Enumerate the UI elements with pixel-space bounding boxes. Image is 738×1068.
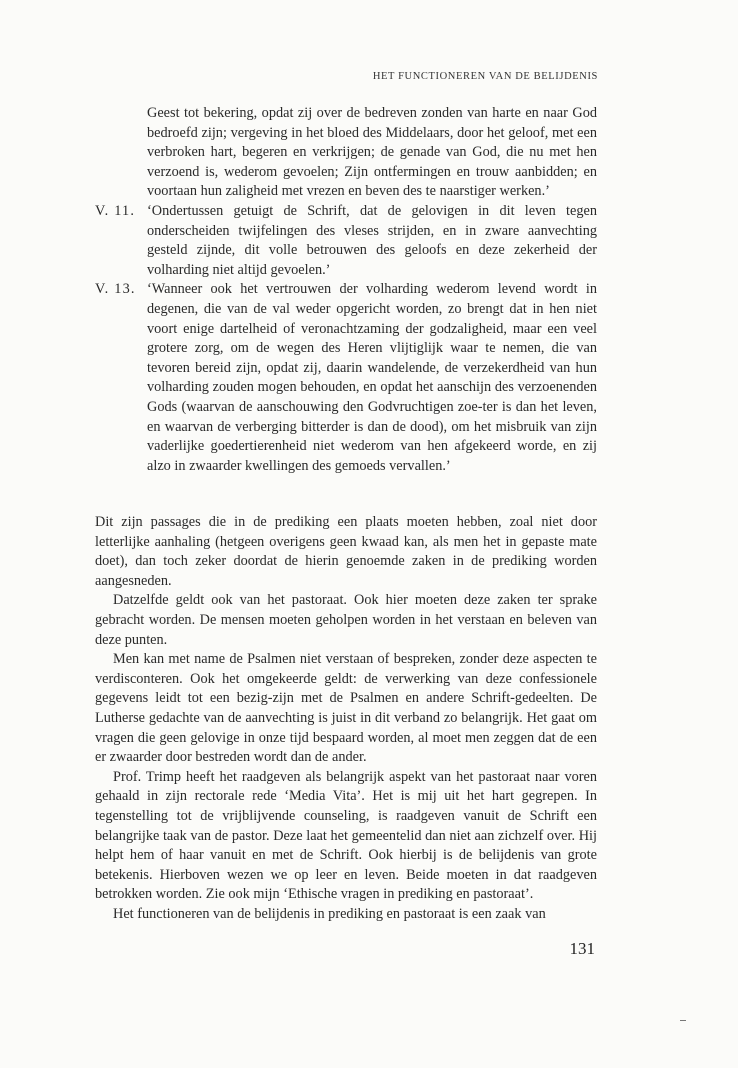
quote-block (95, 104, 597, 476)
verse-text: ‘Ondertussen getuigt de Schrift, dat de gelovigen in dit leven tegen onderscheiden twijfelingen des vleses strijden, en in zware aanvechting gesteld zijnde, dit volle betrouwen des geloofs en deze zekerheid der volharding niet altijd gevoelen.’ (147, 202, 597, 278)
paragraph: Prof. Trimp heeft het raadgeven als belangrijk aspekt van het pastoraat naar voren gehaald in zijn rectorale rede ‘Media Vita’. Het is mij uit het hart gegrepen. In tegenstelling tot de vrijblijvende counseling, is raadgeven vanuit de Schrift een belangrijke taak van de pastor. Deze laat het gemeentelid dan niet aan zichzelf over. Hij helpt hem of haar vanuit en met de Schrift. Ook hierbij is de belijdenis van grote betekenis. Hierboven wezen we op leer en leven. Beide moeten in dat raadgeven betrokken worden. Zie ook mijn ‘Ethische vragen in prediking en pastoraat’. (95, 768, 597, 903)
verse-quote (95, 280, 597, 476)
paragraph: Het functioneren van de belijdenis in prediking en pastoraat is een zaak van (113, 905, 546, 922)
verse-text: ‘Wanneer ook het vertrouwen der volharding wederom levend wordt in degenen, die van de val weder opgericht worden, zo brengt dat in hen niet voort enige dartelheid of veronachtzaming der godzaligheid, maar een veel grotere zorg, om de wegen des Heren vlijtiglijk waar te nemen, die van tevoren bereid zijn, opdat zij, daarin wandelende, de verzekerdheid van hun volharding zouden mogen behouden, en opdat het aanschijn des verzoenenden Gods (waarvan de aanschouwing den Godvruchtigen zoe-ter is dan het leven, en waarvan de verberging bitterder is dan de dood), om het misbruik van zijn vaderlijke goedertierenheid niet wederom van hen afgekeerd worde, en zij alzo in zwaarder kwellingen des gemoeds vervallen.’ (147, 281, 597, 474)
scan-mark (680, 1020, 686, 1021)
body-text (95, 513, 597, 924)
verse-number: V. 13. (95, 281, 136, 298)
verse-number: V. 11. (95, 202, 136, 219)
page-number: 131 (569, 939, 595, 958)
verse-quote (95, 202, 597, 280)
running-head: HET FUNCTIONEREN VAN DE BELIJDENIS (372, 71, 598, 82)
paragraph: Men kan met name de Psalmen niet verstaan of bespreken, zonder deze aspecten te verdisconteren. Ook het omgekeerde geldt: de verwerking van deze confessionele gegevens leidt tot een bezig-zijn met de Psalmen en andere Schrift-gedeelten. De Lutherse gedachte van de aanvechting is juist in dit verband zo belangrijk. Het gaat om vragen die geen gelovige in onze tijd bespaard worden, al moet men zeggen dat de een er zwaarder door bestreden wordt dan de ander. (95, 651, 597, 766)
paragraph: Datzelfde geldt ook van het pastoraat. Ook hier moeten deze zaken ter sprake gebracht worden. De mensen moeten geholpen worden in het verstaan en beleven van deze punten. (95, 592, 597, 648)
paragraph: Dit zijn passages die in de prediking een plaats moeten hebben, zoal niet door letterlijke aanhaling (hetgeen overigens geen kwaad kan, als men het in gepaste mate doet), dan toch zeker doordat de hierin genoemde zaken in de prediking worden aangesneden. (95, 514, 597, 589)
quote-continuation: Geest tot bekering, opdat zij over de bedreven zonden van harte en naar God bedroefd zijn; vergeving in het bloed des Middelaars, door het geloof, met een verbroken hart, begeren en verkrijgen; de genade van God, die nu met hen verzoend is, wederom gevoelen; Zijn ontfermingen en trouw aanbidden; en voortaan hun zaligheid met vrezen en beven des te naarstiger werken.’ (147, 105, 597, 200)
